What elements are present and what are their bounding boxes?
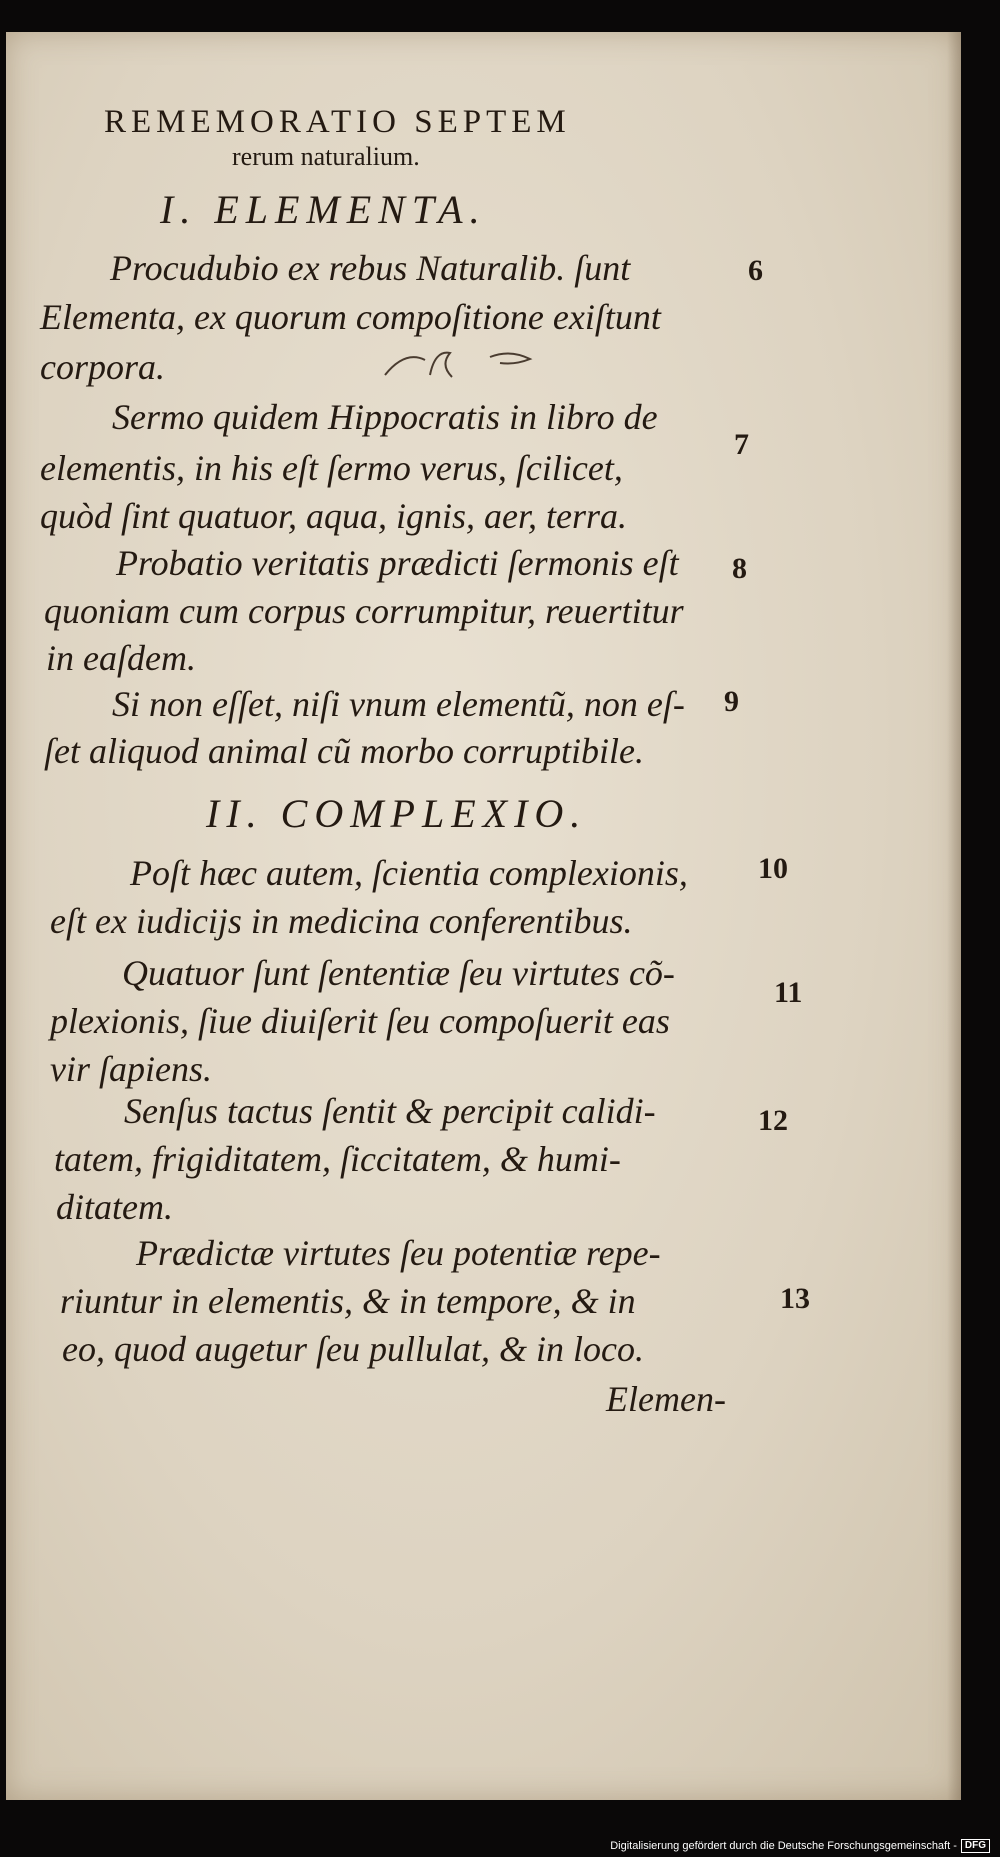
text-line: Senſus tactus ſentit & percipit calidi- [124,1091,656,1131]
text-line: ditatem. [56,1187,173,1227]
text-line: riuntur in elementis, & in tempore, & in [60,1281,636,1321]
margin-number: 9 [724,685,739,718]
dfg-logo: DFG [961,1839,990,1853]
text-line: ſet aliquod animal cũ morbo corruptibile. [44,731,644,771]
text-line: Si non eſſet, niſi vnum elementũ, non eſ- [112,684,685,724]
margin-number: 6 [748,254,763,287]
margin-number: 13 [780,1282,810,1315]
text-line: elementis, in his eſt ſermo verus, ſcilicet, [40,448,623,488]
margin-number: 11 [774,976,803,1009]
margin-number: 12 [758,1104,788,1137]
credit-text: Digitalisierung gefördert durch die Deutsche Forschungsgemeinschaft - [610,1840,957,1852]
digitization-credit [610,1839,990,1853]
text-line: Probatio veritatis prædicti ſermonis eſt [116,543,679,583]
text-line: in eaſdem. [46,638,196,678]
page-subtitle: rerum naturalium. [232,142,420,171]
text-line: Elementa, ex quorum compoſitione exiſtunt [40,297,661,337]
page-title: REMEMORATIO SEPTEM [104,104,571,140]
text-line: plexionis, ſiue diuiſerit ſeu compoſuerit eas [50,1001,670,1041]
page-edge [947,32,961,1800]
text-line: eo, quod augetur ſeu pullulat, & in loco. [62,1329,644,1369]
text-line: Sermo quidem Hippocratis in libro de [112,397,658,437]
margin-number: 8 [732,552,747,585]
text-line: Poſt hæc autem, ſcientia complexionis, [130,853,688,893]
handwritten-mark [380,345,550,385]
text-line: Prædictæ virtutes ſeu potentiæ repe- [136,1233,661,1273]
text-line: quòd ſint quatuor, aqua, ignis, aer, terra. [40,496,628,536]
text-line: Quatuor ſunt ſententiæ ſeu virtutes cõ- [122,953,675,993]
text-line: Procudubio ex rebus Naturalib. ſunt [110,248,631,288]
section-heading: II. COMPLEXIO. [206,791,588,836]
section-heading: I. ELEMENTA. [160,187,487,232]
text-line: eſt ex iudicijs in medicina conferentibus. [50,901,633,941]
text-line: corpora. [40,347,165,387]
text-line: tatem, frigiditatem, ſiccitatem, & humi- [54,1139,621,1179]
margin-number: 10 [758,852,788,885]
text-line: quoniam cum corpus corrumpitur, reuertitur [44,591,684,631]
margin-number: 7 [734,428,749,461]
catchword: Elemen- [606,1379,726,1419]
text-line: vir ſapiens. [50,1049,212,1089]
